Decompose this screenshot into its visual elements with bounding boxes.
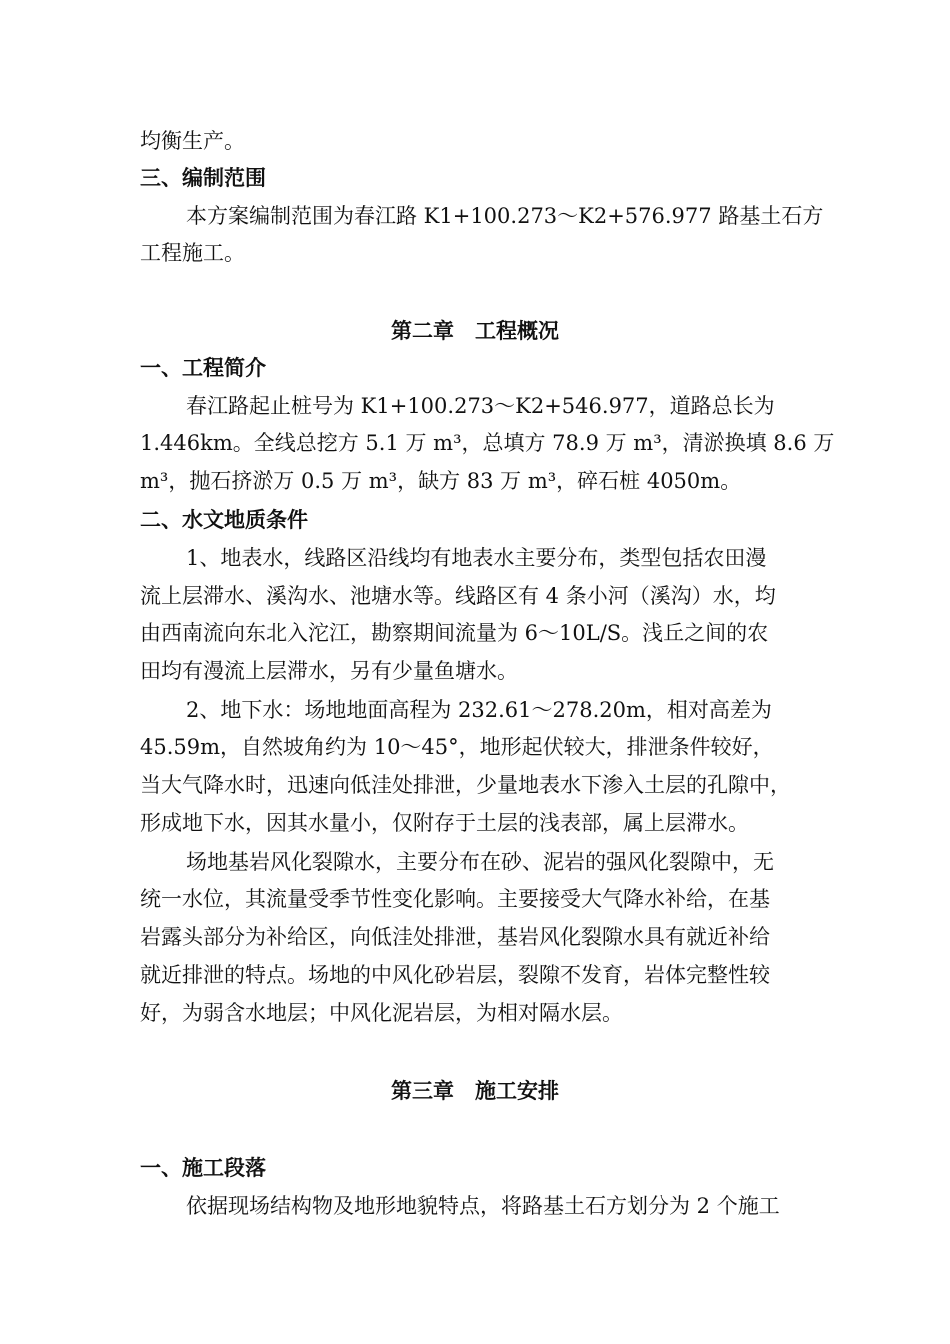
paragraph-line: 工程施工。: [140, 241, 245, 265]
chapter-title: 第三章 施工安排: [391, 1079, 559, 1103]
chapter-title: 第二章 工程概况: [391, 319, 559, 343]
paragraph-line: 春江路起止桩号为 K1+100.273～K2+546.977，道路总长为: [186, 394, 775, 418]
paragraph-line: m³，抛石挤淤万 0.5 万 m³，缺方 83 万 m³，碎石桩 4050m。: [140, 469, 742, 493]
section-heading-scope: 三、编制范围: [140, 166, 266, 190]
paragraph-line: 由西南流向东北入沱江，勘察期间流量为 6～10L/S。浅丘之间的农: [140, 621, 769, 645]
paragraph-line: 流上层滞水、溪沟水、池塘水等。线路区有 4 条小河（溪沟）水，均: [140, 584, 776, 608]
paragraph-line: 场地基岩风化裂隙水，主要分布在砂、泥岩的强风化裂隙中，无: [186, 850, 774, 874]
paragraph-line: 2、地下水：场地地面高程为 232.61～278.20m，相对高差为: [186, 698, 772, 722]
paragraph-line: 岩露头部分为补给区，向低洼处排泄，基岩风化裂隙水具有就近补给: [140, 925, 770, 949]
paragraph-line: 45.59m，自然坡角约为 10～45°，地形起伏较大，排泄条件较好，: [140, 735, 774, 759]
section-heading-intro: 一、工程简介: [140, 356, 266, 380]
paragraph-line: 本方案编制范围为春江路 K1+100.273～K2+576.977 路基土石方: [186, 204, 824, 228]
paragraph-line: 形成地下水，因其水量小，仅附存于土层的浅表部，属上层滞水。: [140, 811, 749, 835]
paragraph-line: 1、地表水，线路区沿线均有地表水主要分布，类型包括农田漫: [186, 546, 767, 570]
paragraph-line: 均衡生产。: [140, 129, 245, 153]
paragraph-line: 1.446km。全线总挖方 5.1 万 m³，总填方 78.9 万 m³，清淤换填 8.6 万: [140, 431, 835, 455]
paragraph-line: 好，为弱含水地层；中风化泥岩层，为相对隔水层。: [140, 1001, 623, 1025]
section-heading-hydro: 二、水文地质条件: [140, 508, 308, 532]
paragraph-line: 就近排泄的特点。场地的中风化砂岩层，裂隙不发育，岩体完整性较: [140, 963, 770, 987]
paragraph-line: 当大气降水时，迅速向低洼处排泄，少量地表水下渗入土层的孔隙中，: [140, 773, 791, 797]
paragraph-line: 田均有漫流上层滞水，另有少量鱼塘水。: [140, 659, 518, 683]
paragraph-line: 统一水位，其流量受季节性变化影响。主要接受大气降水补给，在基: [140, 887, 770, 911]
paragraph-line: 依据现场结构物及地形地貌特点，将路基土石方划分为 2 个施工: [186, 1194, 780, 1218]
section-heading-sections: 一、施工段落: [140, 1156, 266, 1180]
